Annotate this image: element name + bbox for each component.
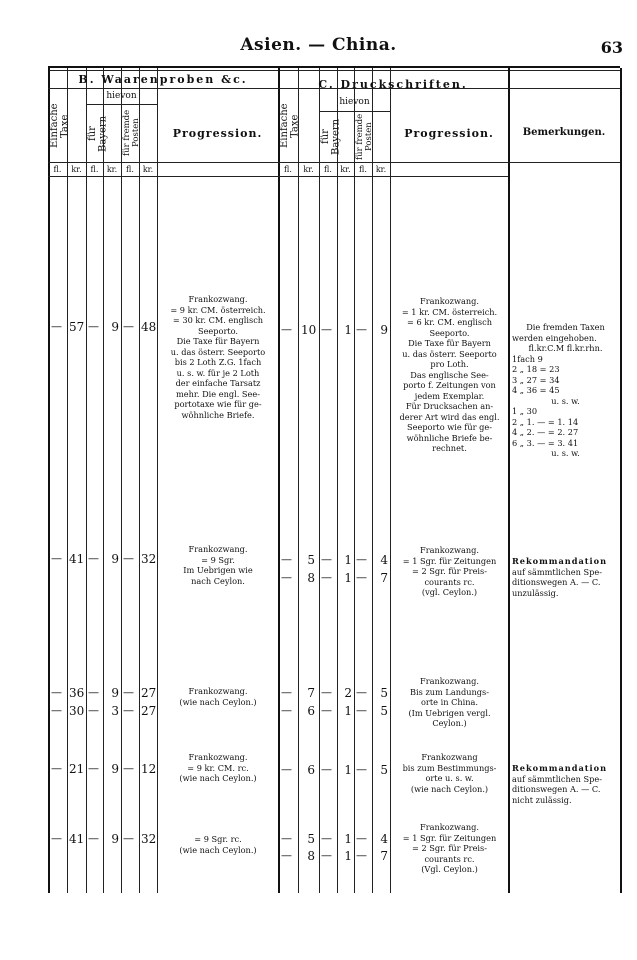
b-bayern-kr: 9 <box>111 686 119 700</box>
c-bayern-kr: 1 <box>344 553 352 567</box>
c-tax-kr: 8 <box>307 571 315 585</box>
c-tax-kr: 5 <box>307 553 315 567</box>
b-progression-text: Frankozwang. = 9 kr. CM. österreich. = 30 kr. CM. englisch Seeporto. Die Taxe für Bayern u. das österr. Seeporto bis 2 Loth Z.G. 1fach u. s. w. für je 2 Loth der einfache Tarsatz mehr. Die engl. See- portotaxe wie für ge- wöhnliche Briefe. <box>170 294 266 420</box>
b-fremde-kr: 32 <box>141 832 157 846</box>
b-bayern-kr: 9 <box>111 832 119 846</box>
c-fremde-kr: 7 <box>380 571 388 585</box>
c-fremde-kr: 5 <box>380 704 388 718</box>
b-tax-kr: 30 <box>69 704 85 718</box>
b-progression-text: Frankozwang. = 9 kr. CM. rc. (wie nach Ceylon.) <box>179 752 257 783</box>
b-tax-kr: 41 <box>69 552 85 566</box>
c-fremde-kr: 7 <box>380 849 388 863</box>
c-tax-kr: 7 <box>307 686 315 700</box>
unit-kr: kr. <box>375 165 387 174</box>
section-c-title: C. Druckschriften. <box>318 78 468 91</box>
c-einfache-taxe: Einfache Taxe <box>279 103 301 149</box>
b-fremde-kr: 48 <box>141 320 157 334</box>
unit-fl: fl. <box>53 165 62 174</box>
b-progression-text: Frankozwang. (wie nach Ceylon.) <box>179 686 257 707</box>
c-fremde-kr: 4 <box>380 832 388 846</box>
unit-kr: kr. <box>71 165 82 174</box>
c-fuer-bayern: für Bayern <box>320 118 342 156</box>
b-bayern-kr: 9 <box>111 762 119 776</box>
c-bayern-kr: 1 <box>344 763 352 777</box>
b-progression-text: = 9 Sgr. rc. (wie nach Ceylon.) <box>179 834 257 855</box>
c-bayern-kr: 1 <box>344 832 352 846</box>
b-fremde-kr: 27 <box>141 704 157 718</box>
b-hievon: hievon <box>106 91 137 101</box>
unit-kr: kr. <box>303 165 314 174</box>
remarks-text: Rekommandation auf sämmtlichen Spe- ditionswegen A. — C. nicht zulässig. <box>512 763 608 805</box>
remarks-heading: Bemerkungen. <box>522 127 606 138</box>
c-bayern-kr: 1 <box>344 849 352 863</box>
b-fremde-kr: 27 <box>141 686 157 700</box>
c-bayern-kr: 1 <box>344 323 352 337</box>
unit-fl: fl. <box>284 165 292 174</box>
c-progression-text: Frankozwang. = 1 kr. CM. österreich. = 6 kr. CM. englisch Seeporto. Die Taxe für Bayern u. das österr. Seeporto pro Loth. Das englische See- porto f. Zeitungen von jedem Exemplar. Für Drucksachen an- derer Art wird das engl. Seeporto wie für ge- wöhnliche Briefe be- rechnet. <box>399 296 500 453</box>
c-tax-kr: 6 <box>307 763 315 777</box>
c-fuer-fremde-posten: für fremde Posten <box>355 113 374 161</box>
b-progression-heading: Progression. <box>172 127 263 140</box>
c-bayern-kr: 2 <box>344 686 352 700</box>
b-tax-kr: 41 <box>69 832 85 846</box>
b-progression-text: Frankozwang. = 9 Sgr. Im Uebrigen wie nach Ceylon. <box>183 544 253 586</box>
b-fuer-fremde-posten: für fremde Posten <box>122 109 141 157</box>
c-fremde-kr: 5 <box>380 686 388 700</box>
b-bayern-kr: 9 <box>111 552 119 566</box>
c-progression-text: Frankozwang. = 1 Sgr. für Zeitungen = 2 Sgr. für Preis- courants rc. (vgl. Ceylon.) <box>402 545 497 597</box>
unit-kr: kr. <box>340 165 351 174</box>
page-number: 63 <box>600 38 623 57</box>
c-hievon: hievon <box>339 97 370 107</box>
unit-fl: fl. <box>90 165 99 174</box>
section-b-title: B. Waarenproben &c. <box>78 73 248 86</box>
unit-fl: fl. <box>359 165 367 174</box>
b-tax-kr: 57 <box>69 320 85 334</box>
b-bayern-kr: 3 <box>111 704 119 718</box>
c-tax-kr: 10 <box>301 323 317 337</box>
unit-kr: kr. <box>106 165 118 174</box>
c-fremde-kr: 4 <box>380 553 388 567</box>
b-einfache-taxe: Einfache Taxe <box>49 103 71 149</box>
unit-kr: kr. <box>142 165 154 174</box>
b-fuer-bayern: für Bayern <box>87 115 109 153</box>
c-fremde-kr: 9 <box>380 323 388 337</box>
b-tax-kr: 36 <box>69 686 85 700</box>
c-tax-kr: 6 <box>307 704 315 718</box>
unit-fl: fl. <box>126 165 134 174</box>
c-bayern-kr: 1 <box>344 704 352 718</box>
remarks-text: Die fremden Taxen werden eingehoben. fl.kr.C.M fl.kr.rhn. 1fach 9 2 „ 18 = 23 3 „ 27 = 34 4 „ 36 = 45 u. s. w. 1 „ 30 2 „ 1. — = 1. 14 4 „ 2. — = 2. 27 6 „ 3. — = 3. 41 u. s. w. <box>512 322 605 458</box>
c-progression-text: Frankozwang. = 1 Sgr. für Zeitungen = 2 Sgr. für Preis- courants rc. (Vgl. Ceylon.) <box>402 822 497 874</box>
b-fremde-kr: 32 <box>141 552 157 566</box>
b-bayern-kr: 9 <box>111 320 119 334</box>
c-progression-text: Frankozwang. Bis zum Landungs- orte in China. (Im Uebrigen vergl. Ceylon.) <box>408 676 491 728</box>
b-fremde-kr: 12 <box>141 762 157 776</box>
c-tax-kr: 5 <box>307 832 315 846</box>
c-tax-kr: 8 <box>307 849 315 863</box>
unit-fl: fl. <box>324 165 332 174</box>
remarks-text: Rekommandation auf sämmtlichen Spe- ditionswegen A. — C. unzulässig. <box>512 556 608 598</box>
page-title: Asien. — China. <box>240 35 397 55</box>
c-bayern-kr: 1 <box>344 571 352 585</box>
b-tax-kr: 21 <box>69 762 85 776</box>
c-fremde-kr: 5 <box>380 763 388 777</box>
c-progression-text: Frankozwang bis zum Bestimmungs- orte u. s. w. (wie nach Ceylon.) <box>402 752 497 794</box>
c-progression-heading: Progression. <box>404 127 494 140</box>
